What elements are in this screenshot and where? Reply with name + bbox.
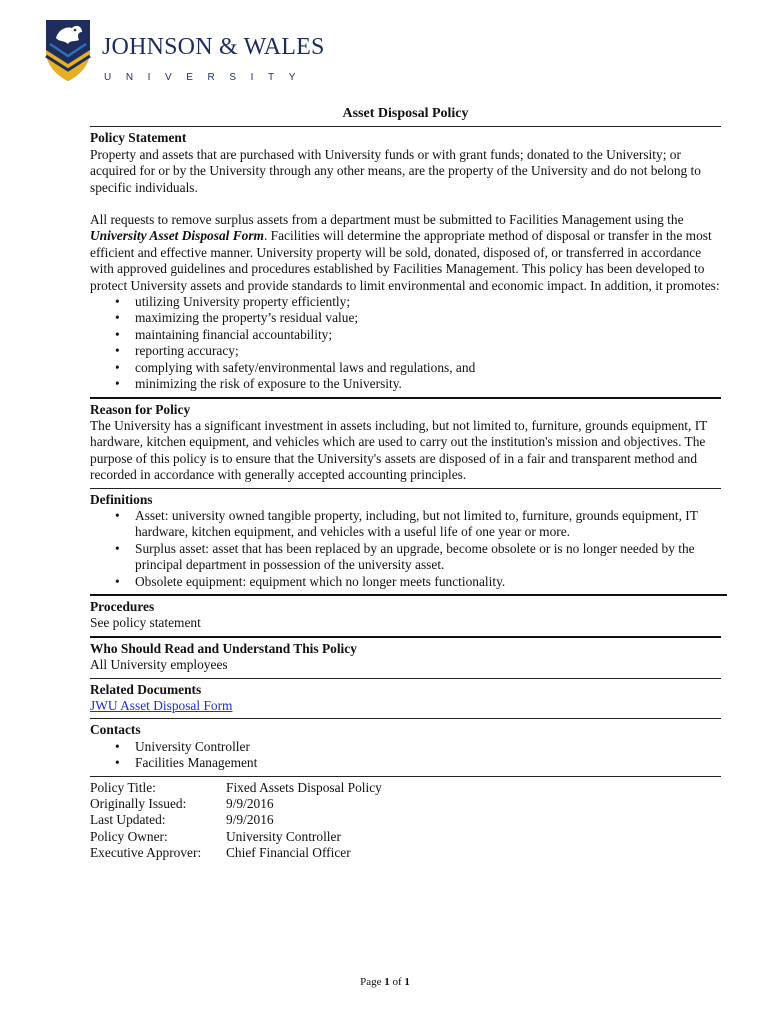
asset-disposal-form-link[interactable]: JWU Asset Disposal Form <box>90 698 233 713</box>
policy-statement-paragraph-2 <box>90 212 721 294</box>
document-title: Asset Disposal Policy <box>342 106 469 121</box>
policy-metadata <box>90 780 721 862</box>
meta-value: Chief Financial Officer <box>226 845 351 861</box>
policy-statement-paragraph-1: Property and assets that are purchased with University funds or with grant funds; donated to the University; or acquired for or by the University through any other means, are the property of the University and do not belong to specific individuals. <box>90 146 701 195</box>
page-total: 1 <box>404 976 410 988</box>
meta-label: Last Updated: <box>90 812 166 828</box>
logo-wordmark: JOHNSON & WALES <box>102 34 325 60</box>
contacts-heading: Contacts <box>90 722 141 738</box>
policy-statement-heading: Policy Statement <box>90 130 187 146</box>
asset-disposal-form-name: University Asset Disposal Form <box>90 228 264 244</box>
paragraph-2-suffix: . Facilities will determine the appropriate method of disposal or transfer in the most efficient and effective manner. University property will be sold, donated, disposed of, or transferred in accordance with approved guidelines and procedures established by Facilities Management. This policy has been developed to protect University assets and provide standards to limit environmental and economic impact. In addition, it promotes: <box>90 228 720 293</box>
divider <box>90 126 721 127</box>
divider <box>90 488 721 489</box>
who-should-read-heading: Who Should Read and Understand This Policy <box>90 640 357 656</box>
list-item: • University Controller <box>135 739 721 755</box>
definitions-heading: Definitions <box>90 491 153 507</box>
list-item: • Surplus asset: asset that has been replaced by an upgrade, become obsolete or is no longer needed by the principal department in possession of the university asset. <box>135 541 721 574</box>
procedures-text: See policy statement <box>90 615 201 631</box>
crest-icon <box>44 16 92 82</box>
meta-label: Executive Approver: <box>90 845 202 861</box>
list-item: • maximizing the property’s residual value; <box>135 310 721 326</box>
list-item: • complying with safety/environmental laws and regulations, and <box>135 360 721 376</box>
university-logo <box>44 16 325 86</box>
meta-value: Fixed Assets Disposal Policy <box>226 779 382 795</box>
definitions-list <box>90 508 721 590</box>
divider <box>90 636 721 638</box>
meta-label: Policy Title: <box>90 779 156 795</box>
policy-content <box>90 106 721 862</box>
list-item: • minimizing the risk of exposure to the University. <box>135 376 721 392</box>
meta-label: Policy Owner: <box>90 828 168 844</box>
list-item: • reporting accuracy; <box>135 343 721 359</box>
list-item: • maintaining financial accountability; <box>135 327 721 343</box>
meta-label: Originally Issued: <box>90 796 187 812</box>
reason-heading: Reason for Policy <box>90 401 191 417</box>
procedures-heading: Procedures <box>90 598 155 614</box>
page-footer <box>0 976 770 988</box>
divider <box>90 397 721 399</box>
logo-subtitle: UNIVERSITY <box>104 72 311 83</box>
divider <box>90 594 727 596</box>
divider <box>90 776 721 777</box>
list-item: • Asset: university owned tangible property, including, but not limited to, furniture, grounds equipment, IT hardware, kitchen equipment, and vehicles with a useful life of one year or more. <box>135 508 721 541</box>
meta-value: 9/9/2016 <box>226 796 274 812</box>
meta-value: University Controller <box>226 828 341 844</box>
contacts-list <box>90 739 721 772</box>
divider <box>90 678 721 679</box>
page-number: 1 <box>384 976 390 988</box>
paragraph-2-prefix: All requests to remove surplus assets from a department must be submitted to Facilities Management using the <box>90 212 684 228</box>
page-prefix: Page <box>360 976 385 988</box>
meta-value: 9/9/2016 <box>226 812 274 828</box>
divider <box>90 718 721 719</box>
related-documents-heading: Related Documents <box>90 681 202 697</box>
list-item: • Obsolete equipment: equipment which no longer meets functionality. <box>135 574 721 590</box>
promotes-list <box>90 294 721 392</box>
reason-text: The University has a significant investment in assets including, but not limited to, furniture, grounds equipment, IT hardware, kitchen equipment, and vehicles which are used to carry out the institution's mission and objectives. The purpose of this policy is to ensure that the University's assets are disposed of in a fair and transparent method and recorded in accordance with generally accepted accounting principles. <box>90 417 708 483</box>
page-of: of <box>389 976 405 988</box>
who-should-read-text: All University employees <box>90 657 228 673</box>
list-item: • utilizing University property efficiently; <box>135 294 721 310</box>
list-item: • Facilities Management <box>135 755 721 771</box>
